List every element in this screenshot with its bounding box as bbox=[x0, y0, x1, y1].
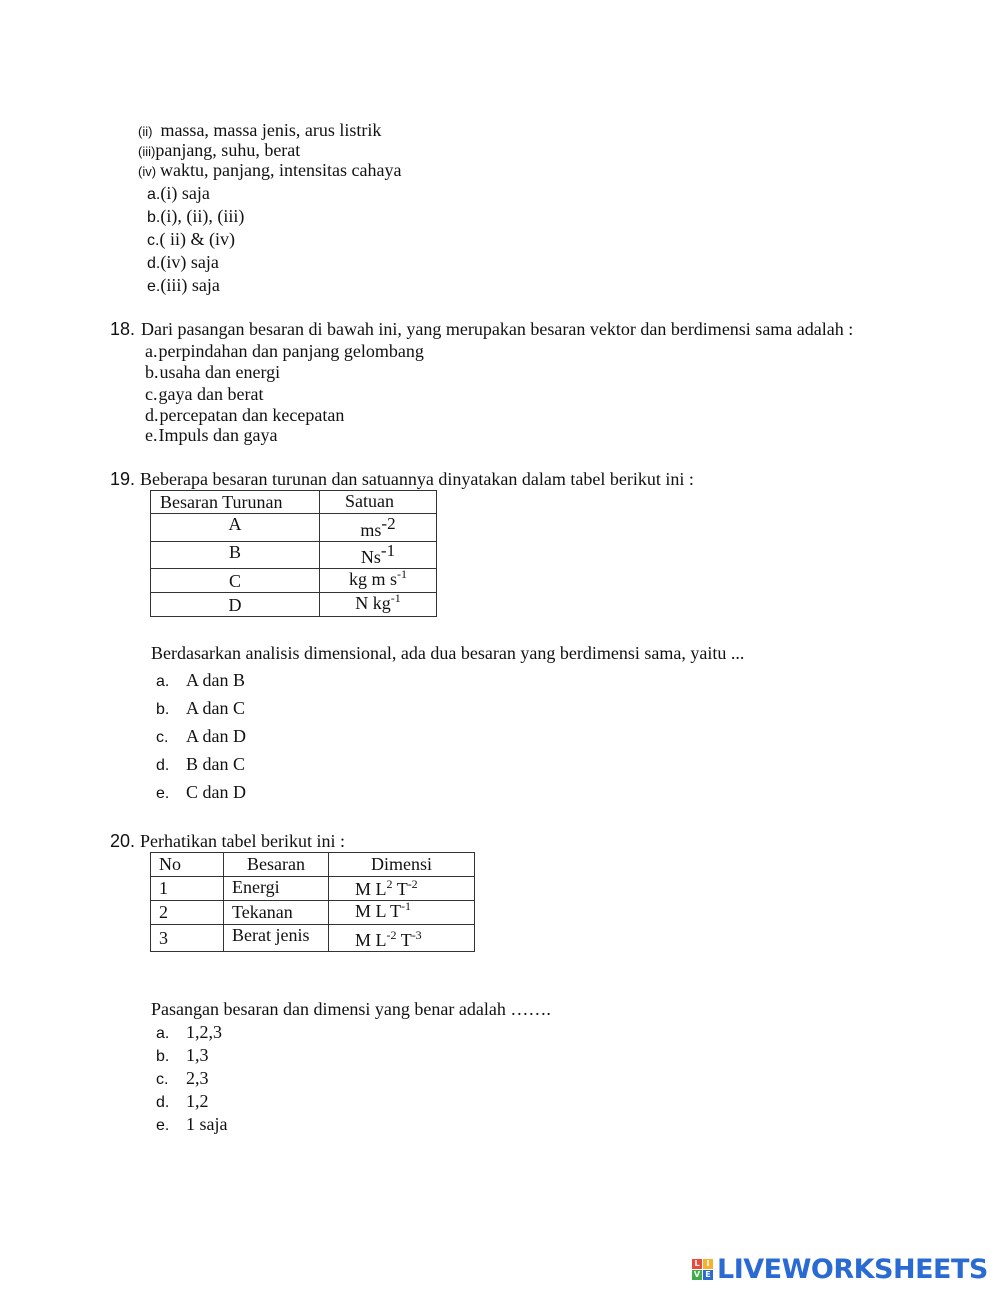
q19-option-b[interactable]: b. A dan C bbox=[156, 698, 246, 718]
q19-units-table bbox=[150, 490, 437, 617]
q19-option-a[interactable]: a. A dan B bbox=[156, 670, 246, 690]
q18-text: Dari pasangan besaran di bawah ini, yang merupakan besaran vektor dan berdimensi sama adalah : bbox=[141, 319, 854, 339]
q20-text: Perhatikan tabel berikut ini : bbox=[140, 831, 345, 851]
q19-question bbox=[110, 469, 694, 490]
q19-text: Beberapa besaran turunan dan satuannya dinyatakan dalam tabel berikut ini : bbox=[140, 469, 694, 489]
statement-iv: (iv) waktu, panjang, intensitas cahaya bbox=[138, 160, 402, 180]
q18-option-c[interactable]: c.gaya dan berat bbox=[145, 384, 264, 404]
table-cell: M L $T^{-1}$ bbox=[329, 901, 475, 925]
liveworksheets-logo[interactable] bbox=[692, 1254, 988, 1285]
q18-option-a[interactable]: a.perpindahan dan panjang gelombang bbox=[145, 341, 424, 361]
q19-option-e[interactable]: e. C dan D bbox=[156, 782, 246, 802]
table-cell: M $L^2$ $T^{-2}$ bbox=[329, 877, 475, 901]
table-cell: kg m $s^{-1}$ bbox=[320, 569, 437, 593]
table-row bbox=[151, 542, 437, 569]
table-cell: Berat jenis bbox=[224, 925, 329, 952]
table-header: Satuan bbox=[320, 491, 437, 514]
q18-number: 18. bbox=[110, 319, 136, 339]
q18-option-e[interactable]: e.Impuls dan gaya bbox=[145, 425, 278, 445]
table-header: Dimensi bbox=[329, 853, 475, 877]
table-row bbox=[151, 925, 475, 952]
q17-option-c[interactable]: c.( ii) & (iv) bbox=[147, 229, 235, 249]
table-header: No bbox=[151, 853, 224, 877]
table-header: Besaran bbox=[224, 853, 329, 877]
statement-ii: (ii) massa, massa jenis, arus listrik bbox=[138, 120, 382, 140]
table-cell: M $L^{-2}$ $T^{-3}$ bbox=[329, 925, 475, 952]
statement-iii: (iii)panjang, suhu, berat bbox=[138, 140, 301, 160]
table-cell: $ms^{-2}$ bbox=[320, 514, 437, 542]
table-cell: D bbox=[151, 593, 320, 617]
table-row bbox=[151, 877, 475, 901]
table-cell: 2 bbox=[151, 901, 224, 925]
liveworksheets-icon: L I V E bbox=[692, 1259, 713, 1280]
q18-option-d[interactable]: d.percepatan dan kecepatan bbox=[145, 405, 345, 425]
table-cell: Tekanan bbox=[224, 901, 329, 925]
q19-option-d[interactable]: d. B dan C bbox=[156, 754, 246, 774]
q20-prompt: Pasangan besaran dan dimensi yang benar adalah ……. bbox=[151, 999, 551, 1019]
q19-number: 19. bbox=[110, 469, 136, 489]
q20-option-c[interactable]: c. 2,3 bbox=[156, 1068, 209, 1088]
table-row bbox=[151, 514, 437, 542]
q19-option-c[interactable]: c. A dan D bbox=[156, 726, 246, 746]
table-cell: A bbox=[151, 514, 320, 542]
table-cell: N $kg^{-1}$ bbox=[320, 593, 437, 617]
q20-option-e[interactable]: e. 1 saja bbox=[156, 1114, 228, 1134]
q17-option-a[interactable]: a.(i) saja bbox=[147, 183, 210, 203]
q18-option-b[interactable]: b.usaha dan energi bbox=[145, 362, 281, 382]
table-row bbox=[151, 569, 437, 593]
q17-option-d[interactable]: d.(iv) saja bbox=[147, 252, 219, 272]
q19-prompt: Berdasarkan analisis dimensional, ada dua besaran yang berdimensi sama, yaitu ... bbox=[151, 643, 745, 663]
table-header: Besaran Turunan bbox=[151, 491, 320, 514]
q20-option-b[interactable]: b. 1,3 bbox=[156, 1045, 209, 1065]
table-cell: 1 bbox=[151, 877, 224, 901]
table-cell: $Ns^{-1}$ bbox=[320, 542, 437, 569]
table-header-row bbox=[151, 853, 475, 877]
table-header-row bbox=[151, 491, 437, 514]
table-cell: C bbox=[151, 569, 320, 593]
table-cell: B bbox=[151, 542, 320, 569]
q17-option-e[interactable]: e.(iii) saja bbox=[147, 275, 220, 295]
table-cell: Energi bbox=[224, 877, 329, 901]
table-row bbox=[151, 901, 475, 925]
q20-option-d[interactable]: d. 1,2 bbox=[156, 1091, 209, 1111]
q17-option-b[interactable]: b.(i), (ii), (iii) bbox=[147, 206, 245, 226]
q20-question bbox=[110, 831, 345, 852]
q18-question bbox=[110, 319, 853, 340]
logo-text: LIVEWORKSHEETS bbox=[717, 1254, 988, 1285]
table-row bbox=[151, 593, 437, 617]
q20-dimension-table bbox=[150, 852, 475, 952]
q20-option-a[interactable]: a. 1,2,3 bbox=[156, 1022, 222, 1042]
q20-number: 20. bbox=[110, 831, 136, 851]
table-cell: 3 bbox=[151, 925, 224, 952]
